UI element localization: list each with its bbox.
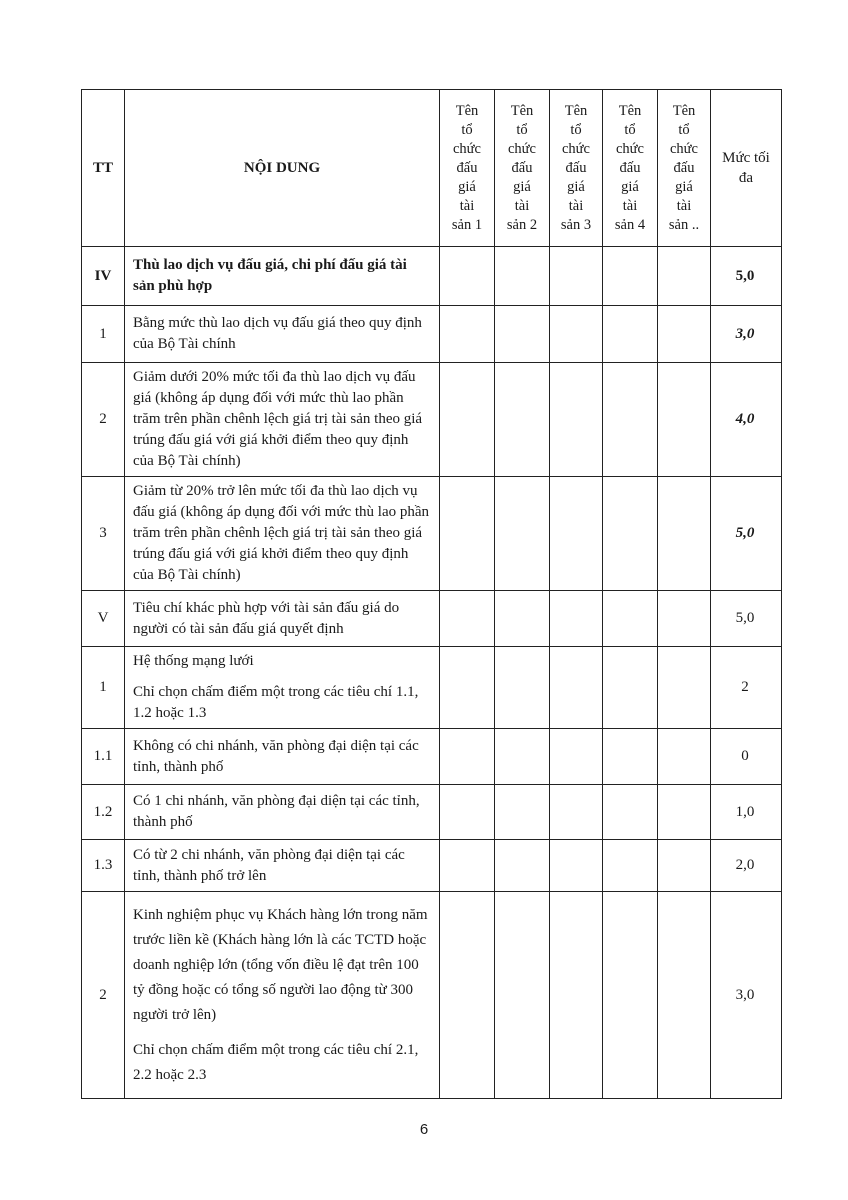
table-row bbox=[82, 591, 782, 647]
score-cell bbox=[603, 785, 658, 840]
score-cell bbox=[658, 729, 711, 785]
score-cell bbox=[495, 363, 550, 477]
row-content: Bằng mức thù lao dịch vụ đấu giá theo quy định của Bộ Tài chính bbox=[125, 306, 440, 363]
row-max: 5,0 bbox=[711, 591, 782, 647]
score-cell bbox=[603, 306, 658, 363]
score-cell bbox=[603, 892, 658, 1099]
row-tt: 3 bbox=[82, 477, 125, 591]
score-cell bbox=[495, 785, 550, 840]
score-cell bbox=[658, 477, 711, 591]
score-cell bbox=[658, 591, 711, 647]
header-row bbox=[82, 90, 782, 247]
score-cell bbox=[440, 785, 495, 840]
row-content: Thù lao dịch vụ đấu giá, chi phí đấu giá tài sản phù hợp bbox=[125, 247, 440, 306]
row-content: Giảm dưới 20% mức tối đa thù lao dịch vụ đấu giá (không áp dụng đối với mức thù lao phần trăm trên phần chênh lệch giá trị tài sản theo giá trúng đấu giá với giá khởi điểm theo quy định của Bộ Tài chính) bbox=[125, 363, 440, 477]
score-cell bbox=[495, 247, 550, 306]
header-org-3: Tên tổ chức đấu giá tài sản 3 bbox=[550, 90, 603, 247]
criteria-table bbox=[81, 89, 782, 1099]
row-tt: 1.1 bbox=[82, 729, 125, 785]
score-cell bbox=[658, 363, 711, 477]
score-cell bbox=[550, 785, 603, 840]
row-content: Tiêu chí khác phù hợp với tài sản đấu giá do người có tài sản đấu giá quyết định bbox=[125, 591, 440, 647]
score-cell bbox=[440, 892, 495, 1099]
score-cell bbox=[495, 840, 550, 892]
score-cell bbox=[550, 591, 603, 647]
score-cell bbox=[440, 840, 495, 892]
score-cell bbox=[550, 477, 603, 591]
header-noi-dung: NỘI DUNG bbox=[125, 90, 440, 247]
score-cell bbox=[603, 591, 658, 647]
score-cell bbox=[440, 306, 495, 363]
table-row bbox=[82, 306, 782, 363]
score-cell bbox=[495, 647, 550, 729]
score-cell bbox=[658, 840, 711, 892]
table-row bbox=[82, 840, 782, 892]
row-content: Giảm từ 20% trở lên mức tối đa thù lao dịch vụ đấu giá (không áp dụng đối với mức thù lao phần trăm trên phần chênh lệch giá trị tài sản theo giá trúng đấu giá với giá khởi điểm theo quy định của Bộ Tài chính) bbox=[125, 477, 440, 591]
table-row bbox=[82, 363, 782, 477]
score-cell bbox=[550, 729, 603, 785]
table-row bbox=[82, 247, 782, 306]
row-tt: 1 bbox=[82, 306, 125, 363]
row-tt: 1.2 bbox=[82, 785, 125, 840]
row-tt: 2 bbox=[82, 363, 125, 477]
score-cell bbox=[603, 247, 658, 306]
header-tt: TT bbox=[82, 90, 125, 247]
row-tt: 1 bbox=[82, 647, 125, 729]
score-cell bbox=[495, 892, 550, 1099]
score-cell bbox=[440, 477, 495, 591]
page-number: 6 bbox=[419, 1121, 429, 1138]
row-max: 5,0 bbox=[711, 477, 782, 591]
score-cell bbox=[495, 591, 550, 647]
score-cell bbox=[495, 729, 550, 785]
header-org-2: Tên tổ chức đấu giá tài sản 2 bbox=[495, 90, 550, 247]
row-max: 3,0 bbox=[711, 892, 782, 1099]
score-cell bbox=[440, 729, 495, 785]
row-max: 1,0 bbox=[711, 785, 782, 840]
header-org-5: Tên tổ chức đấu giá tài sản .. bbox=[658, 90, 711, 247]
score-cell bbox=[440, 247, 495, 306]
score-cell bbox=[550, 647, 603, 729]
score-cell bbox=[658, 247, 711, 306]
score-cell bbox=[550, 247, 603, 306]
row-content: Có 1 chi nhánh, văn phòng đại diện tại các tỉnh, thành phố bbox=[125, 785, 440, 840]
score-cell bbox=[440, 591, 495, 647]
score-cell bbox=[658, 785, 711, 840]
score-cell bbox=[495, 306, 550, 363]
score-cell bbox=[603, 647, 658, 729]
table-row bbox=[82, 785, 782, 840]
score-cell bbox=[658, 892, 711, 1099]
row-max: 2,0 bbox=[711, 840, 782, 892]
row-tt: IV bbox=[82, 247, 125, 306]
row-max: 5,0 bbox=[711, 247, 782, 306]
row-content: Có từ 2 chi nhánh, văn phòng đại diện tại các tỉnh, thành phố trở lên bbox=[125, 840, 440, 892]
score-cell bbox=[440, 647, 495, 729]
score-cell bbox=[550, 840, 603, 892]
table-row bbox=[82, 477, 782, 591]
score-cell bbox=[550, 892, 603, 1099]
score-cell bbox=[550, 306, 603, 363]
score-cell bbox=[603, 729, 658, 785]
score-cell bbox=[658, 306, 711, 363]
table-row bbox=[82, 647, 782, 729]
row-max: 4,0 bbox=[711, 363, 782, 477]
row-tt: 2 bbox=[82, 892, 125, 1099]
row-tt: V bbox=[82, 591, 125, 647]
header-org-1: Tên tổ chức đấu giá tài sản 1 bbox=[440, 90, 495, 247]
score-cell bbox=[603, 477, 658, 591]
row-max: 2 bbox=[711, 647, 782, 729]
score-cell bbox=[550, 363, 603, 477]
row-max: 0 bbox=[711, 729, 782, 785]
table-row bbox=[82, 892, 782, 1099]
table-row bbox=[82, 729, 782, 785]
row-content: Kinh nghiệm phục vụ Khách hàng lớn trong năm trước liền kề (Khách hàng lớn là các TCTD hoặc doanh nghiệp lớn (tổng vốn điều lệ đạt trên 100 tỷ đồng hoặc có tổng số người lao động từ 300 người trở lên) Chỉ chọn chấm điểm một trong các tiêu chí 2.1, 2.2 hoặc 2.3 bbox=[125, 892, 440, 1099]
score-cell bbox=[603, 840, 658, 892]
score-cell bbox=[440, 363, 495, 477]
row-max: 3,0 bbox=[711, 306, 782, 363]
score-cell bbox=[495, 477, 550, 591]
header-org-4: Tên tổ chức đấu giá tài sản 4 bbox=[603, 90, 658, 247]
row-tt: 1.3 bbox=[82, 840, 125, 892]
score-cell bbox=[658, 647, 711, 729]
row-content: Không có chi nhánh, văn phòng đại diện tại các tỉnh, thành phố bbox=[125, 729, 440, 785]
score-cell bbox=[603, 363, 658, 477]
header-muc-toi-da: Mức tối đa bbox=[711, 90, 782, 247]
row-content: Hệ thống mạng lưới Chỉ chọn chấm điểm một trong các tiêu chí 1.1, 1.2 hoặc 1.3 bbox=[125, 647, 440, 729]
